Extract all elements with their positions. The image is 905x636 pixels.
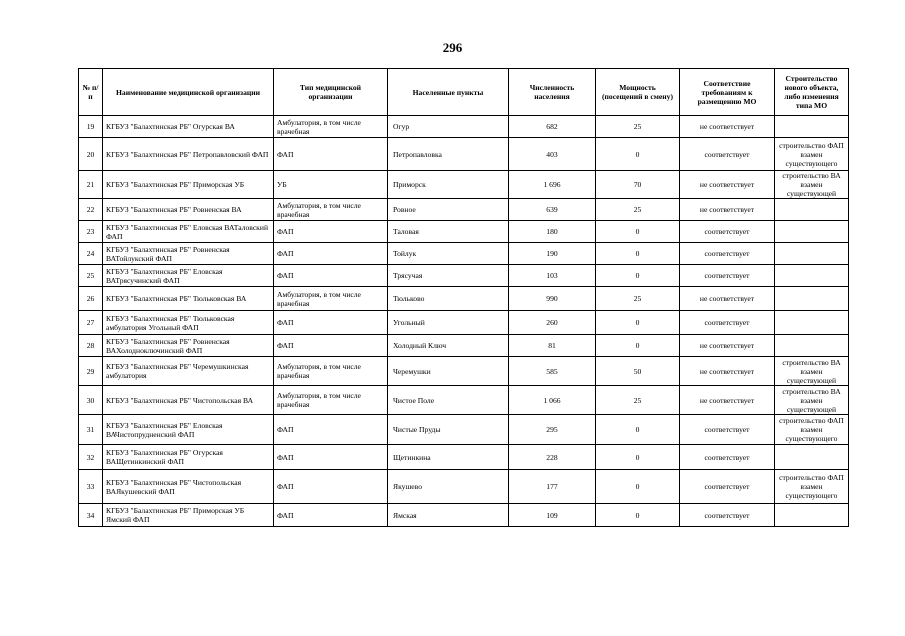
cell-construction (775, 116, 849, 138)
cell-compliance: не соответствует (680, 287, 775, 311)
cell-compliance: не соответствует (680, 335, 775, 357)
cell-construction (775, 243, 849, 265)
cell-population: 682 (509, 116, 596, 138)
cell-capacity: 0 (596, 311, 680, 335)
cell-construction (775, 311, 849, 335)
cell-compliance: не соответствует (680, 199, 775, 221)
header-number: № п/п (79, 69, 103, 116)
cell-compliance: соответствует (680, 504, 775, 527)
cell-compliance: не соответствует (680, 116, 775, 138)
cell-organization-name: КГБУЗ "Балахтинская РБ" Ровненская ВАТойлукский ФАП (103, 243, 274, 265)
cell-compliance: не соответствует (680, 357, 775, 386)
cell-construction (775, 265, 849, 287)
cell-construction: строительство ФАП взамен существующего (775, 138, 849, 171)
header-population: Численность населения (509, 69, 596, 116)
header-capacity: Мощность (посещений в смену) (596, 69, 680, 116)
cell-organization-type: ФАП (274, 138, 388, 171)
cell-population: 180 (509, 221, 596, 243)
cell-organization-type: ФАП (274, 335, 388, 357)
header-settlements: Населенные пункты (388, 69, 509, 116)
cell-number: 27 (79, 311, 103, 335)
cell-settlement: Трясучая (388, 265, 509, 287)
cell-organization-type: Амбулатория, в том числе врачебная (274, 386, 388, 415)
cell-population: 81 (509, 335, 596, 357)
cell-capacity: 0 (596, 221, 680, 243)
cell-compliance: соответствует (680, 415, 775, 445)
cell-number: 33 (79, 470, 103, 504)
cell-organization-type: Амбулатория, в том числе врачебная (274, 357, 388, 386)
cell-number: 32 (79, 445, 103, 470)
cell-organization-name: КГБУЗ "Балахтинская РБ" Черемушкинская амбулатория (103, 357, 274, 386)
cell-settlement: Тюльково (388, 287, 509, 311)
cell-capacity: 0 (596, 470, 680, 504)
cell-organization-name: КГБУЗ "Балахтинская РБ" Чистопольская ВА (103, 386, 274, 415)
cell-population: 177 (509, 470, 596, 504)
table-row (79, 265, 849, 287)
cell-construction: строительство ВА взамен существующей (775, 357, 849, 386)
table-row (79, 287, 849, 311)
cell-capacity: 0 (596, 445, 680, 470)
cell-settlement: Ровное (388, 199, 509, 221)
cell-capacity: 0 (596, 504, 680, 527)
cell-settlement: Угольный (388, 311, 509, 335)
cell-capacity: 25 (596, 116, 680, 138)
table-row (79, 171, 849, 199)
cell-number: 20 (79, 138, 103, 171)
cell-population: 403 (509, 138, 596, 171)
cell-capacity: 0 (596, 415, 680, 445)
cell-number: 25 (79, 265, 103, 287)
cell-capacity: 0 (596, 243, 680, 265)
cell-organization-name: КГБУЗ "Балахтинская РБ" Еловская ВАЧистопрудненский ФАП (103, 415, 274, 445)
cell-construction (775, 445, 849, 470)
table-row (79, 221, 849, 243)
cell-population: 109 (509, 504, 596, 527)
header-construction: Строительство нового объекта, либо изменения типа МО (775, 69, 849, 116)
cell-organization-type: ФАП (274, 311, 388, 335)
cell-capacity: 0 (596, 265, 680, 287)
cell-compliance: соответствует (680, 265, 775, 287)
cell-population: 639 (509, 199, 596, 221)
cell-organization-name: КГБУЗ "Балахтинская РБ" Еловская ВАТрясучинский ФАП (103, 265, 274, 287)
cell-compliance: соответствует (680, 243, 775, 265)
cell-organization-type: Амбулатория, в том числе врачебная (274, 199, 388, 221)
table-row (79, 243, 849, 265)
cell-organization-name: КГБУЗ "Балахтинская РБ" Ровненская ВАХолоднoключинский ФАП (103, 335, 274, 357)
page-number: 296 (442, 40, 463, 55)
cell-number: 26 (79, 287, 103, 311)
cell-population: 585 (509, 357, 596, 386)
cell-capacity: 70 (596, 171, 680, 199)
cell-number: 30 (79, 386, 103, 415)
cell-organization-name: КГБУЗ "Балахтинская РБ" Ровненская ВА (103, 199, 274, 221)
cell-capacity: 50 (596, 357, 680, 386)
cell-settlement: Холодный Ключ (388, 335, 509, 357)
cell-organization-type: ФАП (274, 221, 388, 243)
cell-organization-type: ФАП (274, 243, 388, 265)
cell-population: 190 (509, 243, 596, 265)
cell-organization-name: КГБУЗ "Балахтинская РБ" Чистопольская ВАЯкушевский ФАП (103, 470, 274, 504)
cell-organization-name: КГБУЗ "Балахтинская РБ" Тюльковская амбулатория Угольный ФАП (103, 311, 274, 335)
cell-construction: строительство ФАП взамен существующего (775, 470, 849, 504)
table-row (79, 357, 849, 386)
table-row (79, 311, 849, 335)
cell-construction (775, 504, 849, 527)
cell-compliance: соответствует (680, 470, 775, 504)
cell-compliance: соответствует (680, 445, 775, 470)
cell-construction: строительство ВА взамен существующей (775, 171, 849, 199)
cell-capacity: 25 (596, 199, 680, 221)
cell-population: 260 (509, 311, 596, 335)
cell-number: 23 (79, 221, 103, 243)
cell-compliance: соответствует (680, 311, 775, 335)
cell-organization-type: ФАП (274, 415, 388, 445)
cell-settlement: Чистые Пруды (388, 415, 509, 445)
cell-settlement: Щетинкина (388, 445, 509, 470)
cell-population: 990 (509, 287, 596, 311)
cell-number: 22 (79, 199, 103, 221)
cell-organization-name: КГБУЗ "Балахтинская РБ" Огурская ВАЩетинкинский ФАП (103, 445, 274, 470)
cell-settlement: Огур (388, 116, 509, 138)
cell-population: 1 066 (509, 386, 596, 415)
cell-number: 19 (79, 116, 103, 138)
table-header-row (79, 69, 849, 116)
cell-organization-name: КГБУЗ "Балахтинская РБ" Петропавловский ФАП (103, 138, 274, 171)
cell-organization-type: Амбулатория, в том числе врачебная (274, 287, 388, 311)
cell-organization-name: КГБУЗ "Балахтинская РБ" Огурская ВА (103, 116, 274, 138)
cell-number: 29 (79, 357, 103, 386)
cell-construction (775, 221, 849, 243)
cell-compliance: не соответствует (680, 386, 775, 415)
table-row (79, 138, 849, 171)
cell-number: 28 (79, 335, 103, 357)
cell-settlement: Чистое Поле (388, 386, 509, 415)
cell-compliance: соответствует (680, 221, 775, 243)
cell-capacity: 25 (596, 287, 680, 311)
cell-organization-type: ФАП (274, 504, 388, 527)
cell-construction: строительство ФАП взамен существующего (775, 415, 849, 445)
cell-organization-name: КГБУЗ "Балахтинская РБ" Тюльковская ВА (103, 287, 274, 311)
cell-organization-type: ФАП (274, 265, 388, 287)
cell-organization-type: ФАП (274, 470, 388, 504)
table-row (79, 504, 849, 527)
cell-organization-name: КГБУЗ "Балахтинская РБ" Приморская УБ Ямский ФАП (103, 504, 274, 527)
table-row (79, 415, 849, 445)
cell-capacity: 0 (596, 138, 680, 171)
cell-construction (775, 199, 849, 221)
table-row (79, 445, 849, 470)
cell-organization-name: КГБУЗ "Балахтинская РБ" Еловская ВАТаловский ФАП (103, 221, 274, 243)
cell-population: 1 696 (509, 171, 596, 199)
medical-organizations-table (78, 68, 849, 527)
table-row (79, 199, 849, 221)
header-compliance: Соответствие требованиям к размещению МО (680, 69, 775, 116)
table-row (79, 470, 849, 504)
cell-settlement: Таловая (388, 221, 509, 243)
cell-settlement: Петропавловка (388, 138, 509, 171)
cell-construction (775, 335, 849, 357)
cell-capacity: 25 (596, 386, 680, 415)
cell-population: 103 (509, 265, 596, 287)
table-row (79, 386, 849, 415)
cell-organization-type: Амбулатория, в том числе врачебная (274, 116, 388, 138)
cell-settlement: Ямская (388, 504, 509, 527)
cell-population: 295 (509, 415, 596, 445)
cell-number: 24 (79, 243, 103, 265)
cell-construction: строительство ВА взамен существующей (775, 386, 849, 415)
table-row (79, 335, 849, 357)
cell-number: 34 (79, 504, 103, 527)
cell-organization-type: УБ (274, 171, 388, 199)
cell-capacity: 0 (596, 335, 680, 357)
cell-construction (775, 287, 849, 311)
cell-compliance: соответствует (680, 138, 775, 171)
cell-organization-type: ФАП (274, 445, 388, 470)
cell-settlement: Тойлук (388, 243, 509, 265)
header-organization-type: Тип медицинской организации (274, 69, 388, 116)
cell-population: 228 (509, 445, 596, 470)
cell-settlement: Якушево (388, 470, 509, 504)
cell-compliance: не соответствует (680, 171, 775, 199)
cell-organization-name: КГБУЗ "Балахтинская РБ" Приморская УБ (103, 171, 274, 199)
header-organization-name: Наименование медицинской организации (103, 69, 274, 116)
table-row (79, 116, 849, 138)
cell-settlement: Приморск (388, 171, 509, 199)
cell-number: 31 (79, 415, 103, 445)
cell-settlement: Черемушки (388, 357, 509, 386)
cell-number: 21 (79, 171, 103, 199)
